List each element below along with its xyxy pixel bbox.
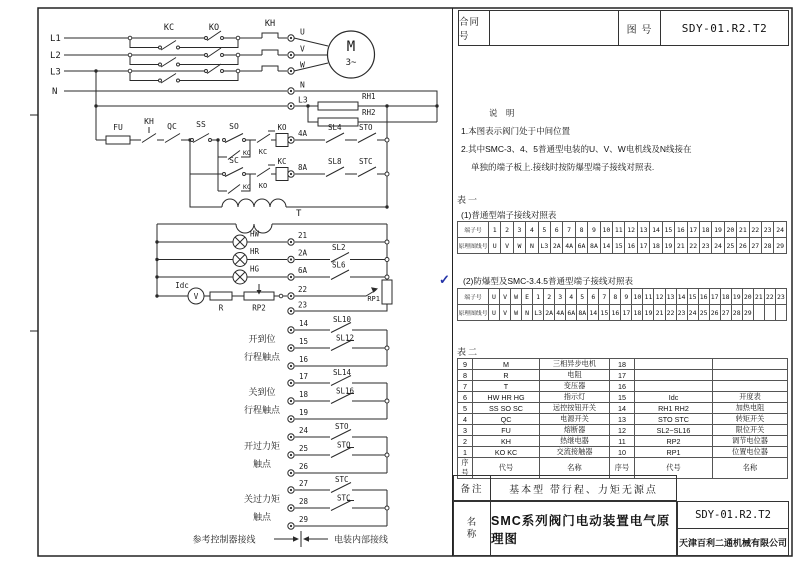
- legend-cell: 11: [610, 436, 635, 447]
- terminal-cell: V: [501, 238, 513, 254]
- legend-cell: 熔断器: [540, 425, 610, 436]
- legend-row: [458, 392, 788, 403]
- terminal-cell: 6: [551, 222, 563, 238]
- group-label-close-travel: 关到位: [248, 387, 276, 397]
- terminal-cell: U: [489, 238, 501, 254]
- terminal-cell: 18: [699, 222, 711, 238]
- terminal-cell: 27: [749, 238, 761, 254]
- terminal-cell: 14: [650, 222, 662, 238]
- terminal-cell: 2: [501, 222, 513, 238]
- potentiometer-RP1: [382, 280, 392, 304]
- terminal-cell: 14: [600, 238, 612, 254]
- legend-cell: 调节电位器: [713, 436, 788, 447]
- legend-cell: RP2: [635, 436, 713, 447]
- legend-cell: QC: [473, 414, 540, 425]
- terminal-cell: 10: [632, 289, 643, 305]
- terminal-cell: 25: [698, 305, 709, 321]
- limit-switch-label: SL14: [333, 368, 352, 377]
- terminal-cell: 17: [709, 289, 720, 305]
- switch-label: QC: [167, 122, 177, 131]
- terminal-cell: 17: [687, 222, 699, 238]
- potentiometer-label: RP2: [252, 303, 266, 313]
- terminal-cell: [775, 305, 786, 321]
- terminal-cell: 2: [544, 289, 555, 305]
- name-row: [453, 501, 789, 556]
- legend-row: [458, 425, 788, 436]
- terminal-map-table-explosionproof: [457, 288, 787, 321]
- drawing-title: SMC系列阀门电动装置电气原理图: [491, 501, 677, 556]
- legend-cell: [713, 381, 788, 392]
- switch-label: SS: [196, 120, 206, 129]
- terminal-cell: 4A: [563, 238, 575, 254]
- terminal-cell: 11: [643, 289, 654, 305]
- terminal-cell: 15: [687, 289, 698, 305]
- terminal-cell: 4: [526, 222, 538, 238]
- terminal-cell: 14: [676, 289, 687, 305]
- terminal-cell: U: [489, 289, 500, 305]
- terminal-cell: N: [522, 305, 533, 321]
- heater-label: RH2: [362, 108, 376, 117]
- legend-row: [458, 403, 788, 414]
- legend-cell: 热继电器: [540, 436, 610, 447]
- aux-contact-label: KC: [243, 183, 251, 191]
- resistor-RH1: [318, 102, 358, 110]
- torque-switch-label: STO: [359, 123, 373, 132]
- terminal-cell: 21: [675, 238, 687, 254]
- terminal-label: N: [300, 80, 305, 90]
- voltmeter-symbol-label: V: [193, 292, 199, 301]
- terminal-cell: 12: [625, 222, 637, 238]
- terminal-cell: 27: [720, 305, 731, 321]
- terminal-cell: 5: [577, 289, 588, 305]
- limit-switch-label: SL12: [336, 333, 355, 343]
- note-line: 1.本图表示阀门处于中间位置: [461, 126, 571, 136]
- limit-switch-label: SL8: [328, 157, 342, 166]
- remarks-label: 备注: [453, 475, 491, 501]
- legend-cell: 指示灯: [540, 392, 610, 403]
- wire-number: 2A: [298, 248, 308, 258]
- terminal-cell: 6A: [566, 305, 577, 321]
- terminal-cell: 24: [774, 222, 787, 238]
- table1-caption: 表一: [457, 195, 480, 205]
- aux-contact-label: KO: [243, 149, 251, 157]
- legend-cell: 序号: [610, 458, 635, 479]
- wire-number: 16: [299, 355, 309, 364]
- terminal-cell: 2A: [551, 238, 563, 254]
- phase-label: L1: [50, 34, 61, 44]
- limit-switch-label: SL16: [336, 386, 355, 396]
- terminal-cell: 1: [533, 289, 544, 305]
- terminal-cell: 5: [538, 222, 550, 238]
- legend-cell: 8: [458, 370, 473, 381]
- fuse-FU: [106, 136, 130, 144]
- wire-number: 15: [299, 337, 309, 346]
- edge-ticks: [30, 115, 38, 331]
- note-line: 单独的端子板上.接线时按防爆型端子接线对照表.: [471, 162, 655, 172]
- terminal-cell: 16: [625, 238, 637, 254]
- legend-cell: 4: [458, 414, 473, 425]
- legend-cell: 2: [458, 436, 473, 447]
- group-label-contact: 触点: [252, 459, 272, 469]
- terminal-cell: E: [522, 289, 533, 305]
- contract-no-value: [490, 10, 619, 46]
- terminal-cell: W: [511, 305, 522, 321]
- wire-number: 28: [299, 497, 309, 506]
- terminal-cell: V: [500, 289, 511, 305]
- legend-cell: 转矩开关: [713, 414, 788, 425]
- legend-cell: 名称: [713, 458, 788, 479]
- terminal-cell: 8A: [588, 238, 600, 254]
- terminal-cell: 19: [643, 305, 654, 321]
- legend-cell: SL2~SL16: [635, 425, 713, 436]
- terminal-cell: 21: [737, 222, 749, 238]
- legend-cell: 三相异步电机: [540, 359, 610, 370]
- contactor-label: KC: [163, 23, 175, 33]
- terminal-cell: 4A: [555, 305, 566, 321]
- potentiometer-label: RP1: [367, 295, 380, 303]
- legend-cell: 代号: [635, 458, 713, 479]
- terminal-cell: L3: [533, 305, 544, 321]
- terminal-cell: 24: [712, 238, 724, 254]
- legend-cell: 开度表: [713, 392, 788, 403]
- legend-row: [458, 436, 788, 447]
- legend-cell: 9: [458, 359, 473, 370]
- nc-contact-label: KO: [258, 182, 268, 190]
- terminal-cell: 3: [555, 289, 566, 305]
- legend-row: [458, 447, 788, 458]
- row-label: 端子号: [458, 289, 489, 305]
- terminal-label: W: [300, 60, 305, 70]
- terminal-cell: 23: [699, 238, 711, 254]
- legend-cell: [635, 359, 713, 370]
- legend-cell: 5: [458, 403, 473, 414]
- terminal-cell: 8: [575, 222, 587, 238]
- legend-row: [458, 370, 788, 381]
- wire-number: 6A: [298, 266, 308, 275]
- terminal-cell: 19: [662, 238, 674, 254]
- legend-row: [458, 414, 788, 425]
- terminal-cell: 9: [621, 289, 632, 305]
- terminal-cell: 14: [588, 305, 599, 321]
- nc-contact-label: KC: [258, 148, 268, 156]
- legend-cell: 变压器: [540, 381, 610, 392]
- terminal-cell: 17: [621, 305, 632, 321]
- torque-switch-label: STC: [359, 157, 373, 166]
- legend-cell: SS SO SC: [473, 403, 540, 414]
- terminal-cell: 22: [749, 222, 761, 238]
- drawing-no-bottom: SDY-01.R2.T2: [677, 501, 789, 528]
- lamp-label: HW: [250, 229, 260, 239]
- legend-cell: 3: [458, 425, 473, 436]
- legend-cell: 限位开关: [713, 425, 788, 436]
- table2-subtitle-row: [439, 272, 634, 287]
- thermal-relay-label: KH: [264, 19, 276, 29]
- terminal-cell: 26: [709, 305, 720, 321]
- name-label: 名 称: [453, 501, 491, 556]
- legend-cell: 6: [458, 392, 473, 403]
- legend-cell: 位置电位器: [713, 447, 788, 458]
- terminal-map-table-standard: [457, 221, 787, 254]
- terminal-cell: 21: [753, 289, 764, 305]
- legend-cell: [713, 370, 788, 381]
- group-label-contact: 触点: [252, 512, 272, 522]
- legend-cell: FU: [473, 425, 540, 436]
- legend-cell: 名称: [540, 458, 610, 479]
- wire-number: 14: [299, 319, 309, 328]
- wire-number: 17: [299, 372, 309, 381]
- motor-phase-label: 3~: [345, 58, 357, 68]
- terminal-cell: 16: [698, 289, 709, 305]
- legend-cell: 10: [610, 447, 635, 458]
- legend-row: [458, 359, 788, 370]
- legend-cell: 加热电阻: [713, 403, 788, 414]
- legend-cell: 1: [458, 447, 473, 458]
- legend-cell: STO STC: [635, 414, 713, 425]
- legend-cell: KH: [473, 436, 540, 447]
- motor-label: M: [346, 39, 356, 55]
- legend-cell: R: [473, 370, 540, 381]
- row-label: 原理图线号: [458, 305, 489, 321]
- drawing-no-value: SDY-01.R2.T2: [661, 10, 789, 46]
- terminals: [288, 35, 294, 529]
- terminal-label: V: [300, 44, 305, 54]
- table2-subtitle: (2)防爆型及SMC-3.4.5普通型端子接线对照表: [463, 276, 634, 286]
- terminal-cell: 23: [761, 222, 773, 238]
- terminal-cell: 12: [654, 289, 665, 305]
- terminal-cell: 26: [737, 238, 749, 254]
- terminal-label: U: [300, 27, 305, 37]
- coil-KC: [276, 168, 288, 181]
- terminal-cell: 29: [774, 238, 787, 254]
- legend-cell: 交流接触器: [540, 447, 610, 458]
- phase-label: L2: [50, 51, 61, 61]
- contract-no-label: 合同号: [458, 10, 490, 46]
- company-name: 天津百利二通机械有限公司: [677, 528, 789, 556]
- terminal-cell: 11: [613, 222, 625, 238]
- button-label: SO: [229, 122, 239, 131]
- legend-cell: [713, 359, 788, 370]
- terminal-cell: 25: [724, 238, 736, 254]
- resistor-R: [210, 292, 232, 300]
- legend-cell: 序号: [458, 458, 473, 479]
- wire-number: 27: [299, 479, 309, 488]
- terminal-cell: 28: [761, 238, 773, 254]
- wire-number: 19: [299, 408, 309, 417]
- terminal-cell: 7: [563, 222, 575, 238]
- legend-cell: 17: [610, 370, 635, 381]
- check-mark: ✓: [439, 272, 450, 287]
- wire-number: 29: [299, 515, 309, 524]
- meter-label: Idc: [175, 281, 189, 290]
- terminal-cell: 8A: [577, 305, 588, 321]
- legend-row: [458, 381, 788, 392]
- wiring-side-label-right: 电装内部接线: [334, 534, 389, 545]
- wiring-side-label-left: 参考控制器接线: [192, 534, 256, 545]
- group-label-travel: 行程触点: [243, 352, 281, 362]
- terminal-cell: 22: [764, 289, 775, 305]
- phase-label: N: [52, 87, 58, 97]
- terminal-cell: 8: [610, 289, 621, 305]
- terminal-cell: 19: [712, 222, 724, 238]
- group-label-travel: 行程触点: [243, 405, 281, 415]
- title-tables-panel: [439, 8, 791, 556]
- lamp-label: HG: [250, 264, 260, 274]
- torque-switch-label: STO: [335, 422, 349, 431]
- group-label-close-torque: 关过力矩: [243, 494, 281, 504]
- row-label: 端子号: [458, 222, 489, 238]
- terminal-cell: 20: [724, 222, 736, 238]
- terminal-cell: 15: [599, 305, 610, 321]
- terminal-cell: 15: [613, 238, 625, 254]
- wire-number: 8A: [298, 163, 308, 172]
- terminal-cell: 6: [588, 289, 599, 305]
- legend-cell: M: [473, 359, 540, 370]
- limit-switch-label: SL10: [333, 315, 352, 324]
- terminal-cell: W: [511, 289, 522, 305]
- group-label-open-travel: 开到位: [248, 334, 276, 344]
- terminal-cell: 16: [610, 305, 621, 321]
- terminal-cell: 22: [665, 305, 676, 321]
- terminal-cell: 18: [650, 238, 662, 254]
- schematic-labels: [50, 19, 388, 545]
- wire-number: 22: [298, 285, 308, 294]
- terminal-cell: 16: [675, 222, 687, 238]
- legend-cell: 16: [610, 381, 635, 392]
- limit-switch-label: SL6: [332, 260, 346, 270]
- legend-cell: 13: [610, 414, 635, 425]
- notes-heading: 说 明: [489, 108, 518, 118]
- terminal-cell: 17: [637, 238, 649, 254]
- heater-label: RH1: [362, 92, 376, 101]
- notes-block: [461, 104, 787, 176]
- terminal-cell: [753, 305, 764, 321]
- terminal-cell: 3: [513, 222, 525, 238]
- wire-number: 23: [298, 300, 308, 310]
- terminal-cell: V: [500, 305, 511, 321]
- terminal-cell: 4: [566, 289, 577, 305]
- legend-cell: 12: [610, 425, 635, 436]
- wire-number: 26: [299, 462, 309, 471]
- terminal-cell: 10: [600, 222, 612, 238]
- coil-KO: [276, 134, 288, 147]
- coil-label: KC: [277, 157, 287, 166]
- terminal-cell: 22: [687, 238, 699, 254]
- legend-cell: 电源开关: [540, 414, 610, 425]
- terminal-cell: 2A: [544, 305, 555, 321]
- terminal-cell: 15: [662, 222, 674, 238]
- title-block-top: [458, 10, 789, 46]
- legend-cell: 14: [610, 403, 635, 414]
- terminal-cell: 23: [775, 289, 786, 305]
- terminal-label: L3: [298, 95, 308, 105]
- legend-cell: 15: [610, 392, 635, 403]
- coil-label: KO: [277, 123, 287, 132]
- name-row-right: [677, 501, 789, 556]
- legend-cell: 远控按钮开关: [540, 403, 610, 414]
- terminal-cell: W: [513, 238, 525, 254]
- terminal-cell: 7: [599, 289, 610, 305]
- terminal-cell: 24: [687, 305, 698, 321]
- wire-number: 4A: [298, 129, 308, 138]
- terminal-cell: 13: [637, 222, 649, 238]
- note-line: 2.其中SMC-3、4、5普通型电装的U、V、W电机线及N线接在: [461, 144, 692, 154]
- legend-cell: KO KC: [473, 447, 540, 458]
- wire-number: 24: [299, 426, 309, 435]
- remarks-value: 基本型 带行程、力矩无源点: [491, 475, 677, 501]
- lamp-label: HR: [250, 247, 260, 256]
- terminal-cell: 28: [731, 305, 742, 321]
- wire-number: 25: [299, 444, 309, 453]
- thermal-contact-label: KH: [144, 117, 154, 126]
- terminal-cell: 18: [720, 289, 731, 305]
- legend-cell: 电阻: [540, 370, 610, 381]
- legend-cell: 7: [458, 381, 473, 392]
- phase-label: L3: [50, 67, 61, 78]
- torque-switch-label: STC: [337, 493, 351, 503]
- transformer-label: T: [296, 209, 302, 219]
- terminal-cell: 20: [742, 289, 753, 305]
- drawing-no-label: 图 号: [619, 10, 661, 46]
- remarks-row: [453, 475, 677, 501]
- terminal-cell: [764, 305, 775, 321]
- contactor-label: KO: [208, 23, 220, 33]
- terminal-cell: L3: [538, 238, 550, 254]
- torque-switch-label: STO: [337, 440, 351, 450]
- legend-cell: Idc: [635, 392, 713, 403]
- terminal-cell: 19: [731, 289, 742, 305]
- limit-switch-label: SL2: [332, 243, 346, 252]
- legend-cell: [635, 370, 713, 381]
- legend-cell: RP1: [635, 447, 713, 458]
- wire-number: 18: [299, 390, 309, 399]
- terminal-cell: 6A: [575, 238, 587, 254]
- fuse-label: FU: [113, 123, 123, 132]
- resistor-label: R: [218, 303, 224, 313]
- terminal-cell: 18: [632, 305, 643, 321]
- group-label-open-torque: 开过力矩: [243, 441, 281, 451]
- legend-cell: RH1 RH2: [635, 403, 713, 414]
- legend-cell: 18: [610, 359, 635, 370]
- row-label: 原理图线号: [458, 238, 489, 254]
- limit-switch-label: SL4: [328, 123, 342, 132]
- terminal-cell: 23: [676, 305, 687, 321]
- terminal-cell: 13: [665, 289, 676, 305]
- terminal-cell: 29: [742, 305, 753, 321]
- legend-cell: [635, 381, 713, 392]
- terminal-cell: 1: [489, 222, 501, 238]
- button-label: SC: [229, 156, 239, 165]
- terminal-cell: 21: [654, 305, 665, 321]
- terminal-cell: 9: [588, 222, 600, 238]
- component-legend-table: [457, 358, 788, 479]
- table1-subtitle: (1)普通型端子接线对照表: [461, 210, 557, 220]
- legend-cell: 代号: [473, 458, 540, 479]
- terminal-cell: N: [526, 238, 538, 254]
- torque-switch-label: STC: [335, 475, 349, 484]
- legend-cell: HW HR HG: [473, 392, 540, 403]
- wire-number: 21: [298, 231, 308, 240]
- table3-caption: 表二: [457, 347, 480, 357]
- legend-cell: T: [473, 381, 540, 392]
- terminal-cell: U: [489, 305, 500, 321]
